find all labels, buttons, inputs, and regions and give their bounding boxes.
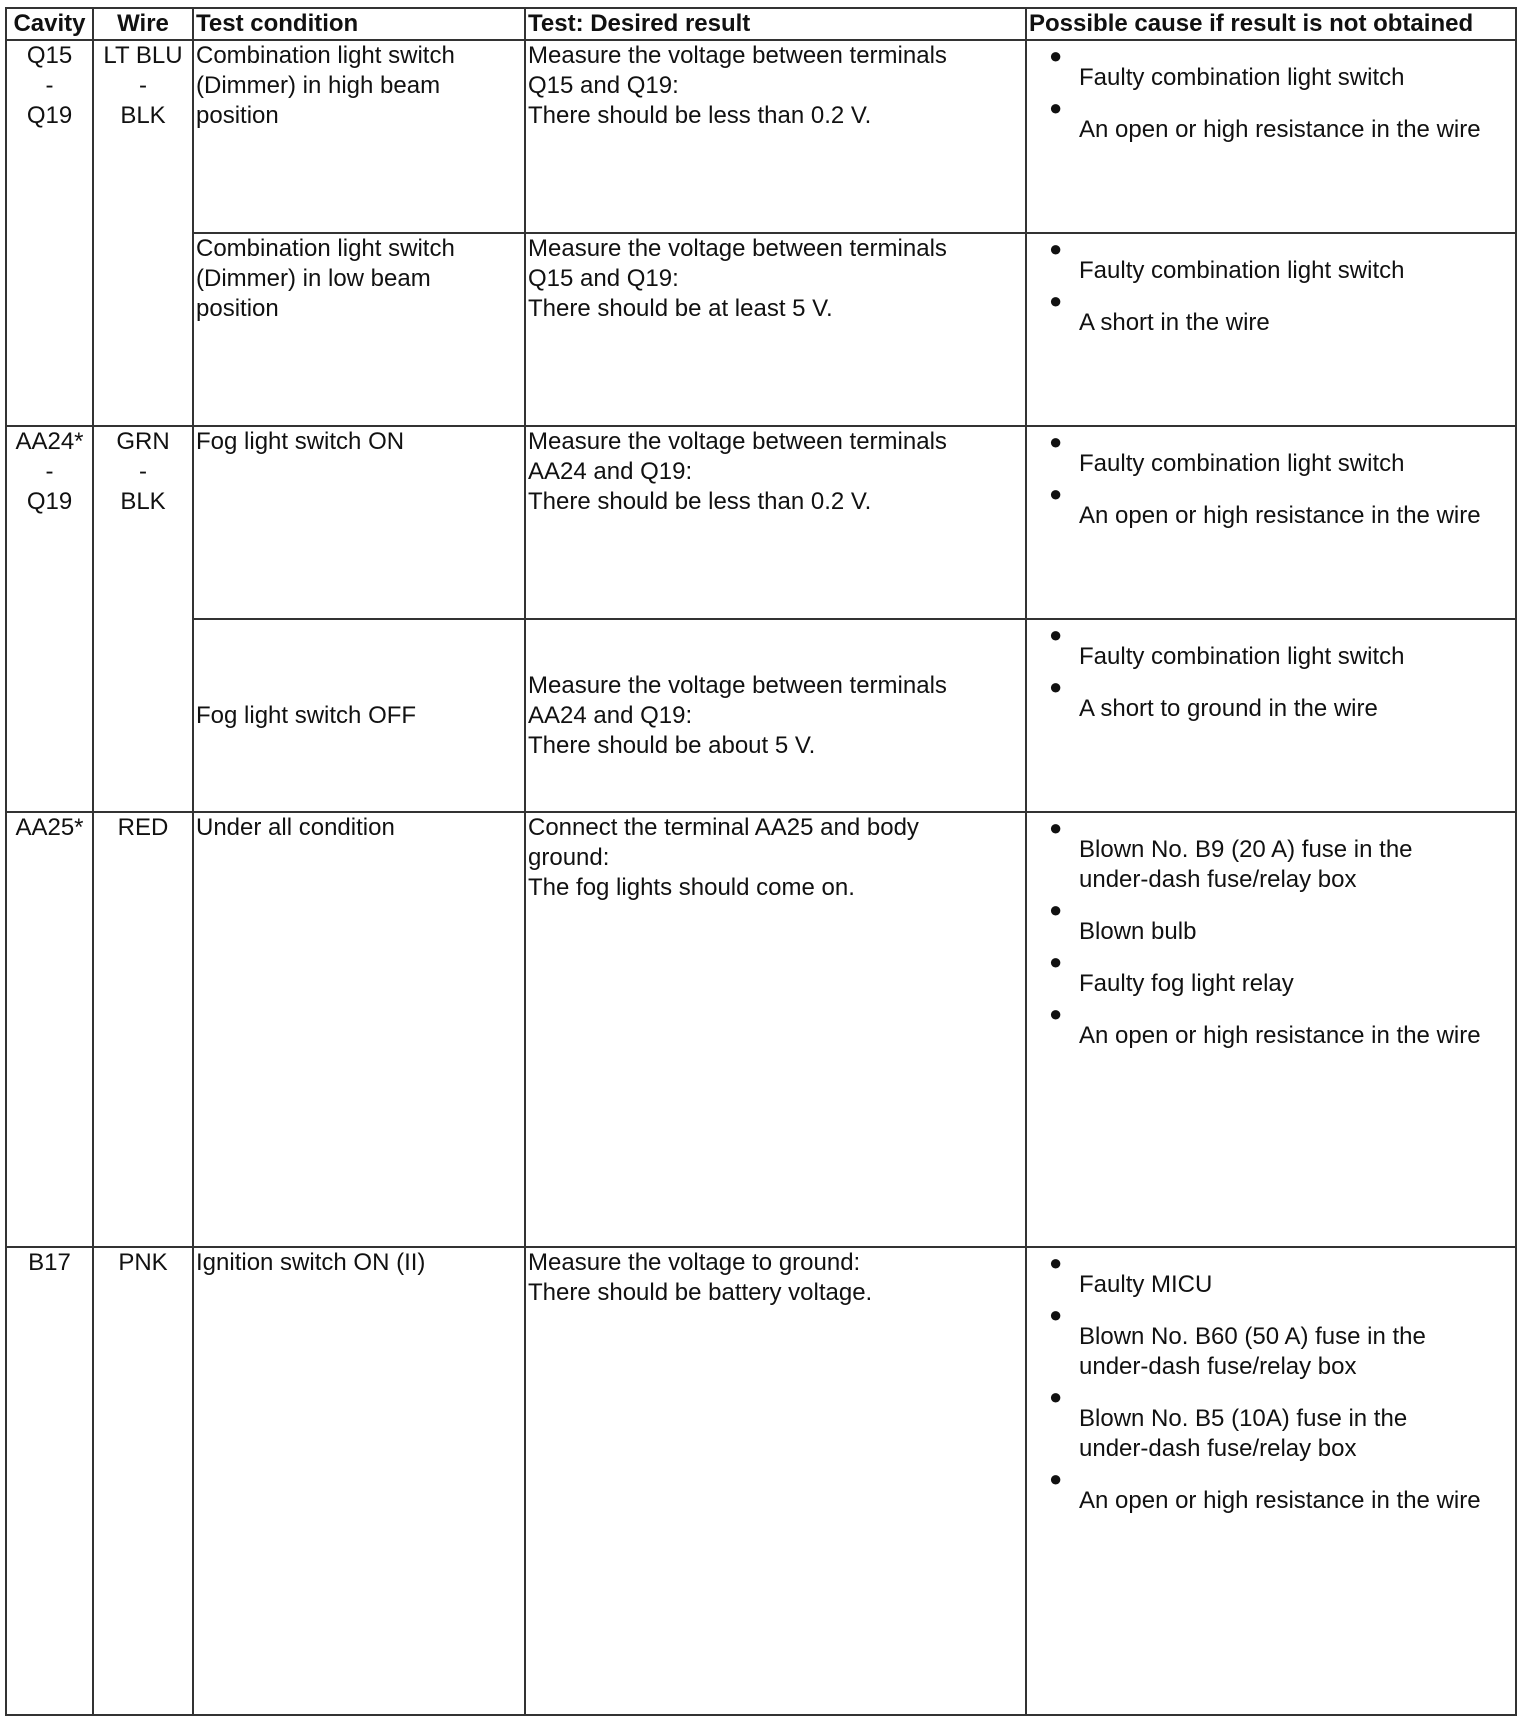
cause-text: An open or high resistance in the wire (1079, 1022, 1481, 1049)
cause-text: Faulty combination light switch (1079, 64, 1405, 91)
cause-list (1029, 813, 1513, 1051)
cavity-cell: AA25* (6, 812, 93, 1247)
cavity-cell: AA24* - Q19 (6, 426, 93, 812)
header-desired-result: Test: Desired result (525, 8, 1026, 40)
cause-list (1029, 427, 1513, 531)
cause-text: Faulty MICU (1079, 1271, 1213, 1298)
cause-list (1029, 234, 1513, 338)
cause-text: Faulty combination light switch (1079, 643, 1405, 670)
cause-item (1029, 947, 1513, 999)
possible-cause-cell (1026, 619, 1516, 812)
possible-cause-cell (1026, 233, 1516, 426)
table-row (6, 1247, 1516, 1715)
cause-text: Blown No. B60 (50 A) fuse in the under-dash fuse/relay box (1079, 1323, 1426, 1380)
bullet-icon: ● (1049, 1250, 1063, 1275)
table-row (6, 426, 1516, 619)
cause-item (1029, 813, 1513, 895)
bullet-icon: ● (1049, 95, 1063, 120)
cause-text: A short to ground in the wire (1079, 695, 1378, 722)
cause-item (1029, 1300, 1513, 1382)
possible-cause-cell (1026, 426, 1516, 619)
bullet-icon: ● (1049, 622, 1063, 647)
cause-item (1029, 895, 1513, 947)
terminal-test-table (5, 7, 1517, 1716)
header-possible-cause: Possible cause if result is not obtained (1026, 8, 1516, 40)
desired-result-cell: Measure the voltage to ground: There should be battery voltage. (525, 1247, 1026, 1715)
test-condition-cell: Combination light switch (Dimmer) in high beam position (193, 40, 525, 233)
cause-text: Blown No. B5 (10A) fuse in the under-dash fuse/relay box (1079, 1405, 1408, 1462)
possible-cause-cell (1026, 1247, 1516, 1715)
header-row (6, 8, 1516, 40)
bullet-icon: ● (1049, 674, 1063, 699)
bullet-icon: ● (1049, 236, 1063, 261)
test-condition-cell: Fog light switch OFF (193, 619, 525, 812)
bullet-icon: ● (1049, 949, 1063, 974)
cause-text: Faulty fog light relay (1079, 970, 1294, 997)
bullet-icon: ● (1049, 1302, 1063, 1327)
test-condition-cell: Fog light switch ON (193, 426, 525, 619)
wire-cell: PNK (93, 1247, 193, 1715)
desired-result-cell: Measure the voltage between terminals AA24 and Q19: There should be about 5 V. (525, 619, 1026, 812)
header-test-condition: Test condition (193, 8, 525, 40)
cause-text: A short in the wire (1079, 309, 1270, 336)
cause-list (1029, 41, 1513, 145)
header-cavity: Cavity (6, 8, 93, 40)
cause-list (1029, 1248, 1513, 1516)
table-row (6, 619, 1516, 812)
cause-text: Faulty combination light switch (1079, 257, 1405, 284)
cause-item (1029, 1464, 1513, 1516)
wire-cell: GRN - BLK (93, 426, 193, 812)
cavity-cell: B17 (6, 1247, 93, 1715)
cause-text: An open or high resistance in the wire (1079, 502, 1481, 529)
cause-item (1029, 427, 1513, 479)
cause-item (1029, 234, 1513, 286)
cause-text: Faulty combination light switch (1079, 450, 1405, 477)
cause-text: An open or high resistance in the wire (1079, 1487, 1481, 1514)
possible-cause-cell (1026, 812, 1516, 1247)
cause-text: An open or high resistance in the wire (1079, 116, 1481, 143)
bullet-icon: ● (1049, 1384, 1063, 1409)
table-row (6, 812, 1516, 1247)
bullet-icon: ● (1049, 288, 1063, 313)
cause-item (1029, 1382, 1513, 1464)
test-condition-cell: Combination light switch (Dimmer) in low beam position (193, 233, 525, 426)
header-wire: Wire (93, 8, 193, 40)
cause-item (1029, 286, 1513, 338)
possible-cause-cell (1026, 40, 1516, 233)
table-row (6, 40, 1516, 233)
bullet-icon: ● (1049, 429, 1063, 454)
cause-item (1029, 1248, 1513, 1300)
cause-list (1029, 620, 1513, 724)
desired-result-cell: Connect the terminal AA25 and body ground: The fog lights should come on. (525, 812, 1026, 1247)
cause-item (1029, 620, 1513, 672)
bullet-icon: ● (1049, 815, 1063, 840)
cause-item (1029, 999, 1513, 1051)
cause-item (1029, 672, 1513, 724)
bullet-icon: ● (1049, 43, 1063, 68)
cause-text: Blown No. B9 (20 A) fuse in the under-dash fuse/relay box (1079, 836, 1413, 893)
desired-result-cell: Measure the voltage between terminals AA24 and Q19: There should be less than 0.2 V. (525, 426, 1026, 619)
cause-text: Blown bulb (1079, 918, 1197, 945)
desired-result-cell: Measure the voltage between terminals Q15 and Q19: There should be less than 0.2 V. (525, 40, 1026, 233)
bullet-icon: ● (1049, 1466, 1063, 1491)
test-condition-cell: Ignition switch ON (II) (193, 1247, 525, 1715)
cause-item (1029, 479, 1513, 531)
bullet-icon: ● (1049, 481, 1063, 506)
wire-cell: LT BLU - BLK (93, 40, 193, 426)
wire-cell: RED (93, 812, 193, 1247)
table-row (6, 233, 1516, 426)
bullet-icon: ● (1049, 1001, 1063, 1026)
test-condition-cell: Under all condition (193, 812, 525, 1247)
desired-result-cell: Measure the voltage between terminals Q15 and Q19: There should be at least 5 V. (525, 233, 1026, 426)
cause-item (1029, 93, 1513, 145)
cavity-cell: Q15 - Q19 (6, 40, 93, 426)
cause-item (1029, 41, 1513, 93)
bullet-icon: ● (1049, 897, 1063, 922)
